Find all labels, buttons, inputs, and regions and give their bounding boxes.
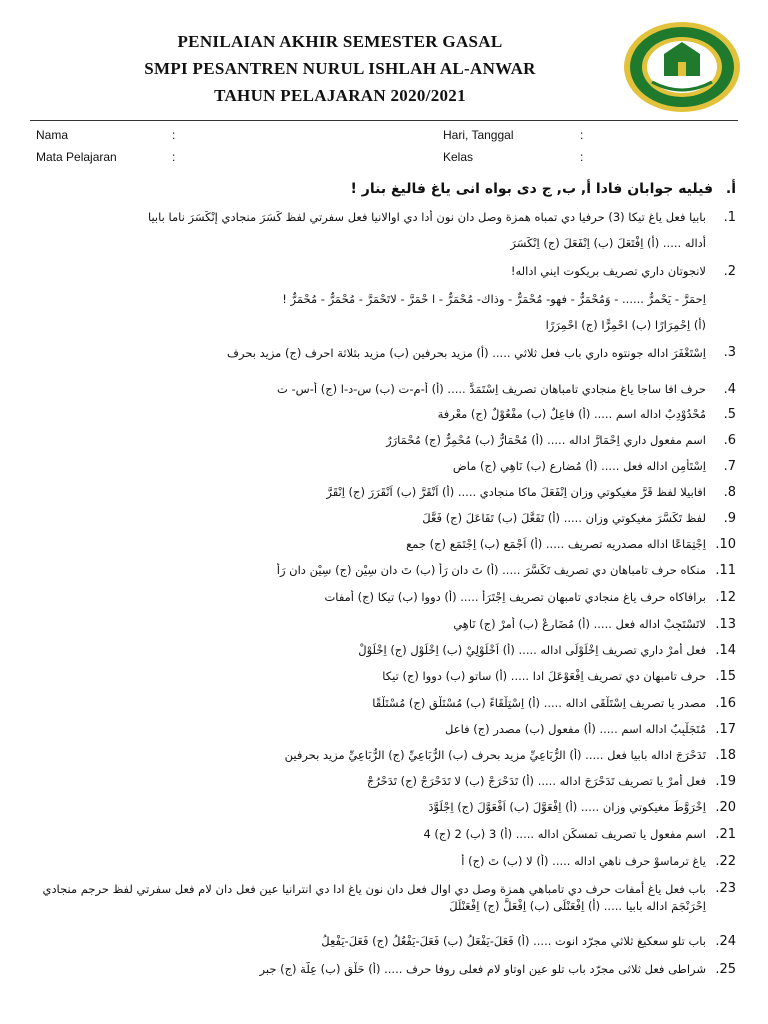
question-text: فعل أمرْ يا تصريف تَدَحْرَجَ اداله ..... (أ) تَدَحْرَجْ (ب) لا تَدَحْرَجْ (ج) تَدَحْرُجْ <box>366 774 706 788</box>
question-20 <box>28 800 736 820</box>
question-18 <box>28 748 736 768</box>
question-text: لانجوتان داري تصريف بريكوت ايني اداله! <box>510 264 706 278</box>
question-text: حرف افا ساجا ياغ منجادي تامباهان تصريف اِسْتَمَدَّ ..... (أ) أ-م-ت (ب) س-د-ا (ج) أ-س- ت <box>277 382 706 396</box>
question-text: اِسْتَأْمِن اداله فعل ..... (أ) مُضارع (ب) نَاهِي (ج) ماضِ <box>452 459 706 473</box>
header-year: TAHUN PELAJARAN 2020/2021 <box>214 86 466 105</box>
header-divider <box>30 120 738 121</box>
question-text: باب تلو سعكيغ ثلاثي مجرّد انوت ..... (أ) فَعَلَ-يَفْعَلُ (ب) فَعَلَ-يَفْعُلُ (ج) فَعَلَ-يَفْعِلُ <box>321 934 706 948</box>
question-text: تَدَحْرَجَ اداله بابيا فعل ..... (أ) الرُّبَاعِيِّ مزيد بحرف (ب) الرُّبَاعِيِّ (ج) الرُّبَاعِيِّ مزيد بحرفين <box>284 748 706 762</box>
question-8 <box>28 485 736 505</box>
question-9 <box>28 511 736 531</box>
label-kelas: Kelas <box>443 150 474 164</box>
question-number: .3 <box>723 345 736 360</box>
question-number: .18 <box>715 748 736 763</box>
question-number: .9 <box>723 511 736 526</box>
colon: : <box>172 128 176 142</box>
question-number: .4 <box>723 382 736 397</box>
question-4 <box>28 382 736 402</box>
question-22 <box>28 854 736 874</box>
question-number: .20 <box>715 800 736 815</box>
question-1-options: أداله ..... (أ) اِفْتَعَلَ (ب) اِنْفَعَلَ (ج) اِنْكَسَرَ <box>510 236 706 250</box>
school-seal-logo <box>622 20 742 115</box>
question-number: .11 <box>715 563 736 578</box>
question-number: .6 <box>723 433 736 448</box>
question-number: .21 <box>715 827 736 842</box>
question-number: .15 <box>715 669 736 684</box>
question-13 <box>28 617 736 637</box>
question-6 <box>28 433 736 453</box>
question-number: .19 <box>715 774 736 789</box>
question-12 <box>28 590 736 610</box>
question-number: .12 <box>715 590 736 605</box>
question-text: مصدر يا تصريف اِسْتَلْقَى اداله ..... (أ) اِسْتِلْقَاءً (ب) مُسْتَلْقٍ (ج) مُسْتَلْقًا <box>372 696 706 710</box>
question-number: .7 <box>723 459 736 474</box>
question-number: .24 <box>715 934 736 949</box>
question-text: مُتَجَلْبِبٌ اداله اسم ..... (أ) مفعول (ب) مصدر (ج) فاعل <box>445 722 706 736</box>
question-number: .16 <box>715 696 736 711</box>
question-23 <box>28 881 736 933</box>
question-text: اِجْتِمَاعًا اداله مصدريه تصريف ..... (أ) اَجْمَع (ب) اِجْتَمَع (ج) جمع <box>406 537 706 551</box>
question-number: .2 <box>723 264 736 279</box>
question-text: برافاكاه حرف ياغ منجادي تامبهان تصريف اِجْتَرَأَ ..... (أ) دووا (ب) تيكا (ج) أمفات <box>324 590 706 604</box>
question-15 <box>28 669 736 689</box>
question-number: .14 <box>715 643 736 658</box>
question-24 <box>28 934 736 954</box>
question-1 <box>28 210 736 230</box>
question-number: .17 <box>715 722 736 737</box>
question-3 <box>28 345 736 379</box>
question-2-options: (أ) اِحْمِرَارًا (ب) احْمِرًّا (ج) احْمِرَرًا <box>545 318 706 332</box>
question-number: .13 <box>715 617 736 632</box>
question-number: .23 <box>715 881 736 896</box>
label-mata-pelajaran: Mata Pelajaran <box>36 150 117 164</box>
label-hari-tanggal: Hari, Tanggal <box>443 128 514 142</box>
question-text: افابيلا لفظ قَرَّ مغيكوتي وزان اِنْفَعَلَ ماكا منجادي ..... (أ) اَنْقَرَّ (ب) اَنْقَرَرَ (ج) اِنْقَرَّ <box>326 485 706 499</box>
question-text: اِسْتَغْفَرَ اداله جونتوه داري باب فعل ثلاثي ..... (أ) مزيد بحرفين (ب) مزيد بثلاثة احرف (ج) مزيد بحرف <box>227 346 706 360</box>
question-14 <box>28 643 736 663</box>
question-25 <box>28 962 736 982</box>
colon: : <box>580 128 584 142</box>
question-text: بابيا فعل ياغ تيكا (3) حرفيا دي تمباه همزة وصل دان نون أدا دي اوالانيا فعل سفرتي لفظ كَسَرَ منجادي إنْكَسَرَ ناما بابيا <box>147 210 706 224</box>
question-text: اسم مفعول يا تصريف تمسكَن اداله ..... (أ) 3 (ب) 2 (ج) 4 <box>423 827 706 841</box>
instruction-number: أ. <box>725 181 736 197</box>
question-number: .5 <box>723 407 736 422</box>
question-19 <box>28 774 736 794</box>
question-number: .25 <box>715 962 736 977</box>
exam-header <box>60 28 620 109</box>
question-16 <box>28 696 736 716</box>
question-text: لاتَسْتَجِبْ اداله فعل ..... (أ) مُضَارِعْ (ب) أَمرْ (ج) نَاهِي <box>453 617 706 631</box>
question-number: .22 <box>715 854 736 869</box>
header-title: PENILAIAN AKHIR SEMESTER GASAL <box>177 32 503 51</box>
question-text: شراطى فعل ثلاثى مجرّد باب تلو عين اوتاو لام فعلى روفا حرف ..... (أ) حَلْقٍ (ب) عِلَّة (ج) جبر <box>259 962 706 976</box>
question-number: .10 <box>715 537 736 552</box>
question-number: .8 <box>723 485 736 500</box>
question-text: اسم مفعول داري اِحْمَارَّ اداله ..... (أ) مُحْمَارٌّ (ب) مُحْمِرٌّ (ج) مُحْمَارَرٌ <box>386 433 706 447</box>
question-7 <box>28 459 736 479</box>
question-11 <box>28 563 736 583</box>
question-10 <box>28 537 736 557</box>
question-text: باب فعل ياغ أمفات حرف دي تامباهي همزة وصل دي اوال فعل دان نون ياغ ادا دي انترانيا عين فعل دان لام فعل سفرتي لفظ حرجم منجادي اِحْرَنْجَمَ اداله بابيا ..... (أ) اِفْعَنْلَى (ب) اِفْعَلَّ (ج) اِفْعَنْلَلَ <box>42 882 706 913</box>
question-text: مُحْدُوْدِبٌ اداله اسم ..... (أ) فاعِلٌ (ب) مفْعُوْلٌ (ج) معْرِفة <box>437 407 706 421</box>
question-text: ياغ ترماسوْ حرف ناهي اداله ..... (أ) لا (ب) تَ (ج) أ <box>461 854 706 868</box>
question-2 <box>28 264 736 284</box>
question-text: فعل أمرْ داري تصريف اِخْلَوْلَى اداله ..... (أ) اَخْلَوْلِيْ (ب) اِخْلَوْلِ (ج) اِخْلَوْلْ <box>358 643 706 657</box>
question-21 <box>28 827 736 847</box>
label-nama: Nama <box>36 128 69 142</box>
instruction-text: فيليه جوابان فادا أ, ب, ج دى بواه انى ياغ فاليغ بنار ! <box>350 181 713 197</box>
question-5 <box>28 407 736 427</box>
question-text: لفظ تَكَسَّرَ مغيكوتي وزان ..... (أ) تَفَعَّلَ (ب) تَفَاعَلَ (ج) فَعَّلَ <box>422 511 706 525</box>
question-2-conjugation: اِحمَرَّ - يَحْمرُّ ...... - وَمُحْمَرٌّ - فهو- مُحْمَرٌّ - وذاك- مُحْمَرٌّ - ا حْمَرَّ - لاتَحْمَرَّ - مُحْمَرٌّ - مُحْمَرٌّ ! <box>282 292 706 306</box>
question-text: اِخْرَوَّطَ مغيكوتي وزان ..... (أ) اِفْعَوَّلَ (ب) اَفْعَوَّلَ (ج) اِجْلَوَّدَ <box>428 800 706 814</box>
colon: : <box>172 150 176 164</box>
question-number: .1 <box>723 210 736 225</box>
colon: : <box>580 150 584 164</box>
question-text: حرف تامبهان دي تصريف اِفْعَوْعَلَ ادا ..... (أ) ساتو (ب) دووا (ج) تيكا <box>382 669 706 683</box>
instruction <box>351 181 736 197</box>
question-17 <box>28 722 736 742</box>
question-text: منكاه حرف تامباهان دي تصريف تَكَسَّرَ ..... (أ) تَ دان رَأْ (ب) تَ دان سِيْن (ج) سِيْن دان رَأْ <box>276 563 706 577</box>
header-school: SMPI PESANTREN NURUL ISHLAH AL-ANWAR <box>144 59 536 78</box>
